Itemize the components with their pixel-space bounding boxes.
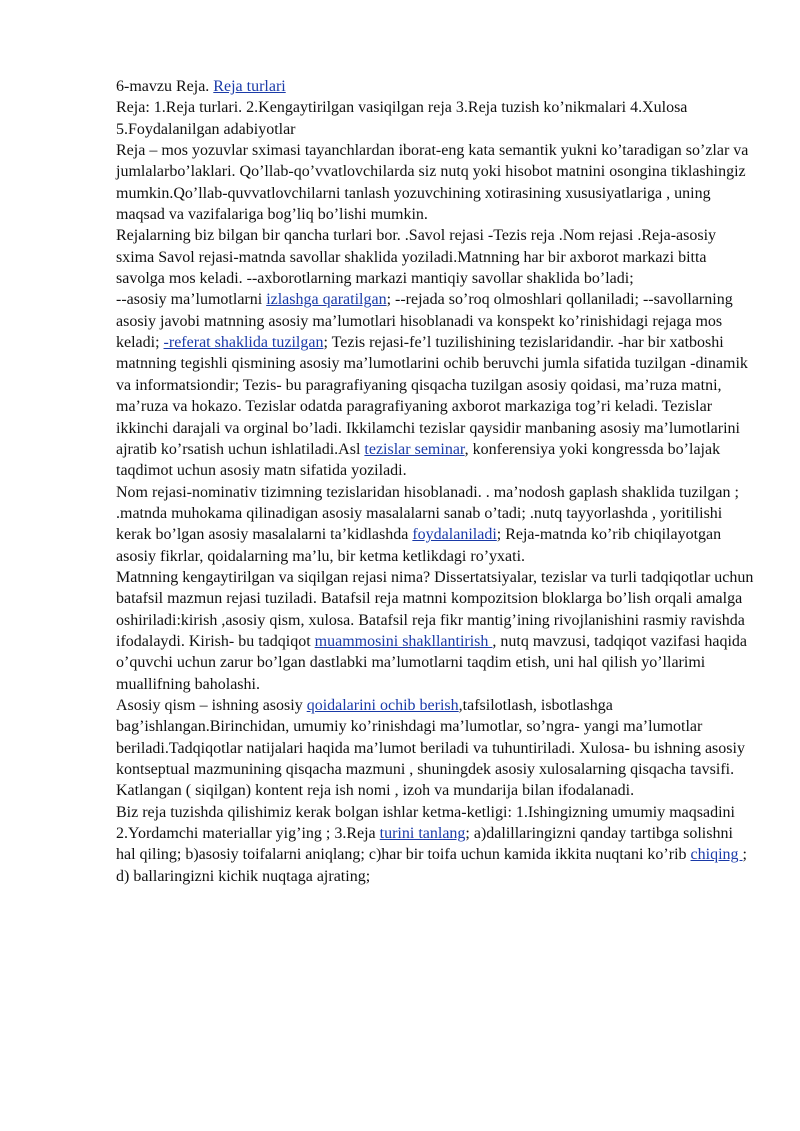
heading-prefix: 6-mavzu Reja. [116, 78, 214, 95]
paragraph-plan: Reja: 1.Reja turlari. 2.Kengaytirilgan vasiqilgan reja 3.Reja tuzish ko’nikmalari 4.Xulosa 5.Foydalanilgan adabiyotlar [116, 99, 688, 138]
text-span: Biz reja tuzishda qilishimiz kerak bolgan ishlar ketma-ketligi: 1.Ishingizning umumiy maqsadini 2.Yordamchi materiallar yig’ing ; 3.Reja [116, 803, 735, 843]
text-span: ; Tezis rejasi-fe’l tuzilishining tezislaridandir. -har bir xatboshi matnning tegishli qismining asosiy ma’lumotlarini ochib beruvchi jumla sifatida tuzilgan -dinamik va informatsiondir; Tezis- bu paragrafiyaning qisqacha tuzilgan asosiy qoidasi, ma’ruza matni, ma’ruza va hokazo. Tezislar odatda paragrafiyaning axborot markaziga tog’ri keladi. Tezislar ikkinchi darajali va orginal bo’ladi. Ikkilamchi tezislar qaysidir manbaning asosiy ma’lumotlarini ajratib ko’rsatish uchun ishlatiladi.Asl [116, 334, 748, 458]
paragraph-extended-plan [116, 567, 756, 695]
text-span: Nom rejasi-nominativ tizimning tezislaridan hisoblanadi. . ma’nodosh gaplash shaklida tuzilgan ; .matnda muhokama qilinadigan asosiy masalalarni sanab o’tadi; .nutq tayyorlashda , yoritilishi kerak bo’lgan asosiy masalalarni ta’kidlashda [116, 483, 739, 544]
topic-heading [116, 76, 756, 97]
paragraph-steps [116, 802, 756, 887]
text-span: --asosiy ma’lumotlarni [116, 291, 267, 309]
paragraph-question-plan [116, 289, 756, 481]
link-referat-shaklida-tuzilgan[interactable]: -referat shaklida tuzilgan [163, 334, 324, 352]
paragraph-nominal-plan [116, 482, 756, 567]
document-page [116, 76, 756, 887]
paragraph-definition: Reja – mos yozuvlar sximasi tayanchlardan iborat-eng kata semantik yukni ko’taradigan so’zlar va jumlalarbo’laklari. Qo’llab-qo’vvatlovchilarda siz nutq yoki hisobot matnini osongina tiklashingiz mumkin.Qo’llab-quvvatlovchilarni tanlash yozuvchining xotirasining xususiyatlariga , uning maqsad va vazifalariga bog’liq bo’lishi mumkin. [116, 142, 749, 224]
link-chiqing[interactable]: chiqing [690, 846, 743, 864]
link-turini-tanlang[interactable]: turini tanlang [379, 825, 466, 843]
link-muammosini-shakllantirish[interactable]: muammosini shakllantirish [314, 632, 493, 650]
paragraph-plan-types: Rejalarning biz bilgan bir qancha turlari bor. .Savol rejasi -Tezis reja .Nom rejasi .Reja-asosiy sxima Savol rejasi-matnda savollar shaklida yoziladi.Matnning har bir axborot markazi bitta savolga mos keladi. --axborotlarning markazi mantiqiy savollar shaklida bo’ladi; [116, 227, 717, 288]
text-span: ; Reja-matnda ko’rib chiqilayotgan asosiy fikrlar, qoidalarning ma’lu, bir ketma ketlikdagi ro’yxati. [116, 526, 722, 565]
link-qoidalarini-ochib-berish[interactable]: qoidalarini ochib berish [306, 696, 459, 714]
text-span: ; d) ballaringizni kichik nuqtaga ajrating; [116, 846, 747, 885]
text-span: ; --rejada so’roq olmoshlari qollaniladi; --savollarning asosiy javobi matnning asosiy ma’lumotlari hisoblanadi va konspekt ko’rinishidagi rejaga mos keladi; [116, 291, 733, 352]
text-span: , konferensiya yoki kongressda bo’lajak taqdimot uchun asosiy matn sifatida yoziladi. [116, 440, 721, 480]
paragraph-main-part [116, 695, 756, 802]
link-foydalaniladi[interactable]: foydalaniladi [412, 526, 497, 544]
text-span: ,tafsilotlash, isbotlashga bag’ishlangan.Birinchidan, umumiy ko’rinishdagi ma’lumotlar, so’ngra- yangi ma’lumotlar beriladi.Tadqiqotlar natijalari haqida ma’lumot beriladi va tuhuntiriladi. Xulosa- bu ishning asosiy kontseptual mazmunining qisqacha mazmuni , shuningdek asosiy xulosalarning qisqacha tavsifi. Katlangan ( siqilgan) kontent reja ish nomi , izoh va mundarija bilan ifodalanadi. [116, 696, 745, 800]
link-reja-turlari[interactable]: Reja turlari [213, 78, 286, 95]
text-span: ; a)dalillaringizni qanday tartibga solishni hal qiling; b)asosiy toifalarni aniqlang; c)har bir toifa uchun kamida ikkita nuqtani ko’rib [116, 825, 733, 864]
text-span: Asosiy qism – ishning asosiy [116, 696, 307, 714]
link-tezislar-seminar[interactable]: tezislar seminar [364, 440, 465, 458]
text-span: , nutq mavzusi, tadqiqot vazifasi haqida o’quvchi uchun zarur bo’lgan dastlabki ma’lumotlarni taqdim etish, uni hal qilish yo’llarimi muallifning baholashi. [116, 632, 748, 693]
link-izlashga-qaratilgan[interactable]: izlashga qaratilgan [266, 291, 387, 309]
text-span: Matnning kengaytirilgan va siqilgan rejasi nima? Dissertatsiyalar, tezislar va turli tadqiqotlar uchun batafsil mazmun rejasi tuziladi. Batafsil reja matnni kompozitsion bloklarga bo’lish orqali amalga oshiriladi:kirish ,asosiy qism, xulosa. Batafsil reja fikr mantig’ining rivojlanishini rasmiy ravishda ifodalaydi. Kirish- bu tadqiqot [116, 568, 754, 650]
